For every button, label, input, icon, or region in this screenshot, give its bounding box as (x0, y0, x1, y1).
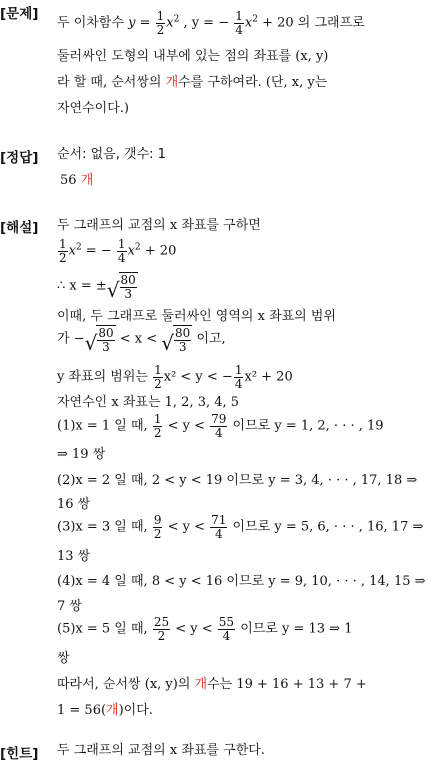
highlight-word: 개 (165, 75, 179, 90)
case-2-result: 16 쌍 (57, 497, 91, 512)
case-3-result: 13 쌍 (57, 549, 91, 564)
case-3: (3)x = 3 일 때, $\frac{9}{2}$ < y < $\frac{71}{4}$ 이므로 y = 5, 6, · · · , 16, 17 ⇒ (57, 513, 424, 541)
hint-label: [힌트] (0, 746, 39, 762)
problem-label: [문제] (0, 6, 39, 22)
answer-line-2: 56 개 (60, 173, 94, 188)
solution-line-7: 자연수인 x 좌표는 1, 2, 3, 4, 5 (57, 395, 240, 410)
conclusion-line-1: 따라서, 순서쌍 (x, y)의 개수는 19 + 16 + 13 + 7 + (57, 677, 367, 692)
problem-line-2: 둘러싸인 도형의 내부에 있는 점의 좌표를 (x, y) (57, 49, 329, 64)
answer-line-1: 순서: 없음, 갯수: 1 (57, 147, 166, 162)
case-5: (5)x = 5 일 때, $\frac{25}{2}$ < y < $\frac{55}{4}$ 이므로 y = 13 ⇒ 1 (57, 615, 353, 643)
hint-text: 두 그래프의 교점의 x 좌표를 구한다. (57, 743, 265, 758)
case-1: (1)x = 1 일 때, $\frac{1}{2}$ < y < $\frac{79}{4}$ 이므로 y = 1, 2, · · · , 19 (57, 412, 384, 440)
solution-line-4: 이때, 두 그래프로 둘러싸인 영역의 x 좌표의 범위 (57, 309, 336, 324)
solution-equation: $\frac{1}{2}$ $x^2$ = − $\frac{1}{4}$ $x^2 + 20$ (59, 237, 177, 265)
case-4: (4)x = 4 일 때, 8 < y < 16 이므로 y = 9, 10, · · · , 14, 15 ⇒ (57, 574, 426, 589)
problem-line-4: 자연수이다.) (57, 101, 129, 116)
case-2: (2)x = 2 일 때, 2 < y < 19 이므로 y = 3, 4, · · · , 17, 18 ⇒ (57, 473, 418, 488)
case-1-result: ⇒ 19 쌍 (57, 447, 106, 462)
solution-line-5: 가 − √ $\frac{80}{3}$ < x < √ $\frac{80}{3}$ 이고, (57, 326, 226, 356)
solution-label: [해설] (0, 220, 39, 236)
highlight-word: 개 (106, 703, 119, 718)
solution-line-6: y 좌표의 범위는 $\frac{1}{2}$ x² < y < − $\frac{1}{4}$ x² + 20 (57, 363, 293, 391)
conclusion-line-2: 1 = 56(개)이다. (57, 703, 153, 718)
problem-line-1: 두 이차함수 y = $\frac{1}{2}$ $x^2$ , y = − $\frac{1}{4}$ $x^2 + 20$ 의 그래프로 (57, 9, 365, 37)
sqrt-80-over-3: √ $\frac{80}{3}$ (106, 273, 136, 303)
problem-line-3: 라 할 때, 순서쌍의 개수를 구하여라. (단, x, y는 (57, 75, 328, 90)
fraction-quarter: $\frac{1}{4}$ (235, 9, 243, 37)
answer-label: [정답] (0, 150, 39, 166)
fraction-half: $\frac{1}{2}$ (156, 9, 165, 37)
solution-line-3: ∴ x = ± √ $\frac{80}{3}$ (57, 273, 136, 303)
solution-line-1: 두 그래프의 교점의 x 좌표를 구하면 (57, 218, 261, 233)
case-4-result: 7 쌍 (57, 599, 82, 614)
highlight-word: 개 (194, 677, 208, 692)
case-5-result: 쌍 (57, 651, 70, 666)
highlight-word: 개 (80, 173, 94, 188)
